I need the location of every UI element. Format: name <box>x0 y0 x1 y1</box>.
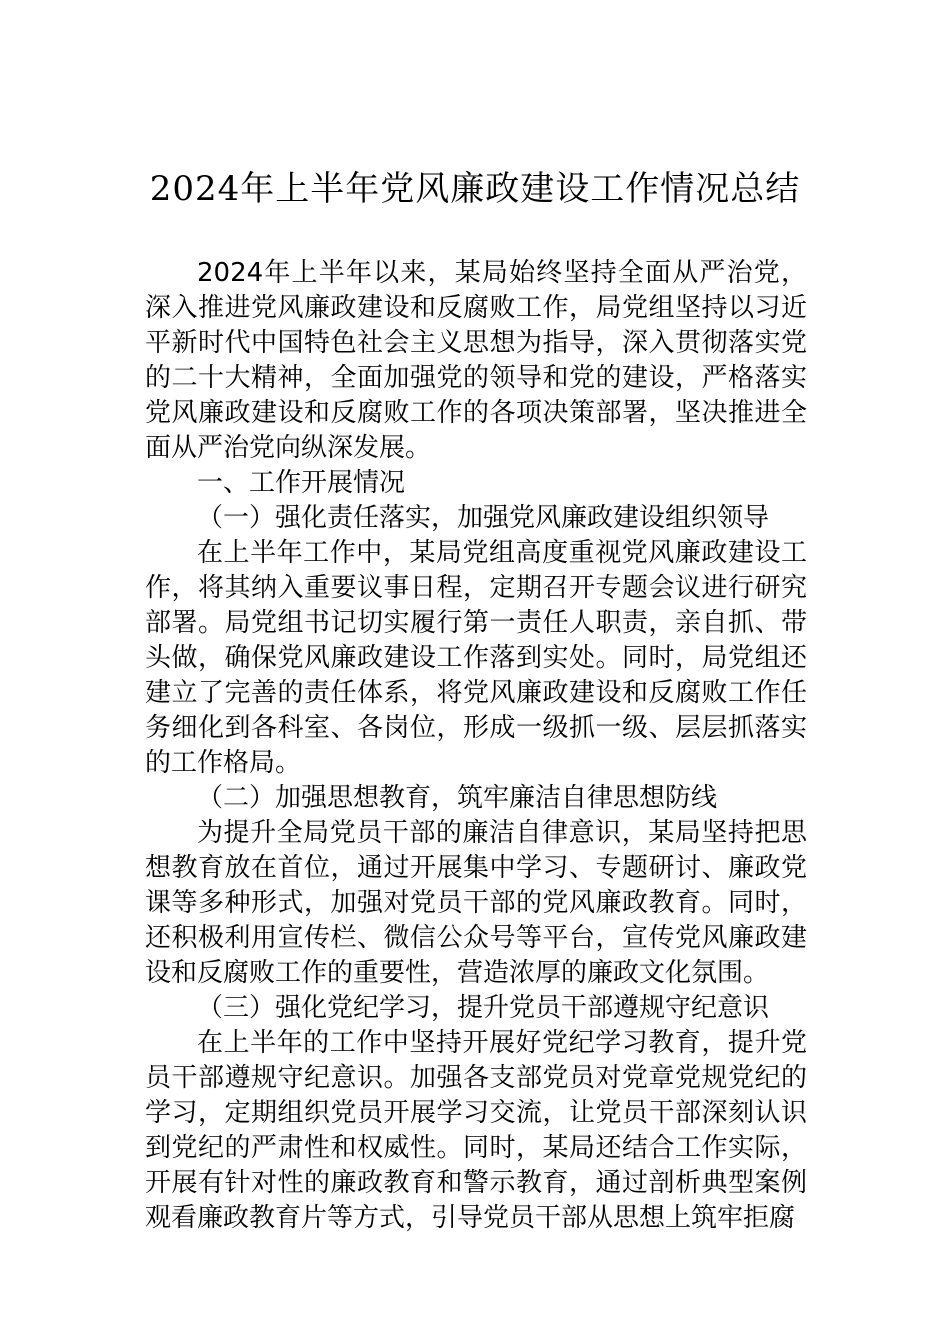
document-title: 2024年上半年党风廉政建设工作情况总结 <box>149 169 801 209</box>
subsection-heading: （二）加强思想教育，筑牢廉洁自律思想防线 <box>197 783 718 813</box>
subsection-heading: （一）强化责任落实，加强党风廉政建设组织领导 <box>197 503 770 533</box>
intro-paragraph: 2024年上半年以来，某局始终坚持全面从严治党，深入推进党风廉政建设和反腐败工作，局党组坚持以习近平新时代中国特色社会主义思想为指导，深入贯彻落实党的二十大精神，全面加强党的领导和党的建设，严格落实党风廉政建设和反腐败工作的各项决策部署，坚决推进全面从严治党向纵深发展。 <box>145 258 807 463</box>
body-paragraph: 为提升全局党员干部的廉洁自律意识，某局坚持把思想教育放在首位，通过开展集中学习、专题研讨、廉政党课等多种形式，加强对党员干部的党风廉政教育。同时，还积极利用宣传栏、微信公众号等平台，宣传党风廉政建设和反腐败工作的重要性，营造浓厚的廉政文化氛围。 <box>145 818 807 988</box>
body-paragraph: 在上半年的工作中坚持开展好党纪学习教育，提升党员干部遵规守纪意识。加强各支部党员对党章党规党纪的学习，定期组织党员开展学习交流，让党员干部深刻认识到党纪的严肃性和权威性。同时，某局还结合工作实际，开展有针对性的廉政教育和警示教育，通过剖析典型案例观看廉政教育片等方式，引导党员干部从思想上筑牢拒腐 <box>145 1028 807 1233</box>
subsection-heading: （三）强化党纪学习，提升党员干部遵规守纪意识 <box>197 993 770 1023</box>
body-paragraph: 在上半年工作中，某局党组高度重视党风廉政建设工作，将其纳入重要议事日程，定期召开专题会议进行研究部署。局党组书记切实履行第一责任人职责，亲自抓、带头做，确保党风廉政建设工作落到实处。同时，局党组还建立了完善的责任体系，将党风廉政建设和反腐败工作任务细化到各科室、各岗位，形成一级抓一级、层层抓落实的工作格局。 <box>145 538 807 778</box>
section-heading: 一、工作开展情况 <box>197 468 406 498</box>
document-body <box>145 256 807 1236</box>
